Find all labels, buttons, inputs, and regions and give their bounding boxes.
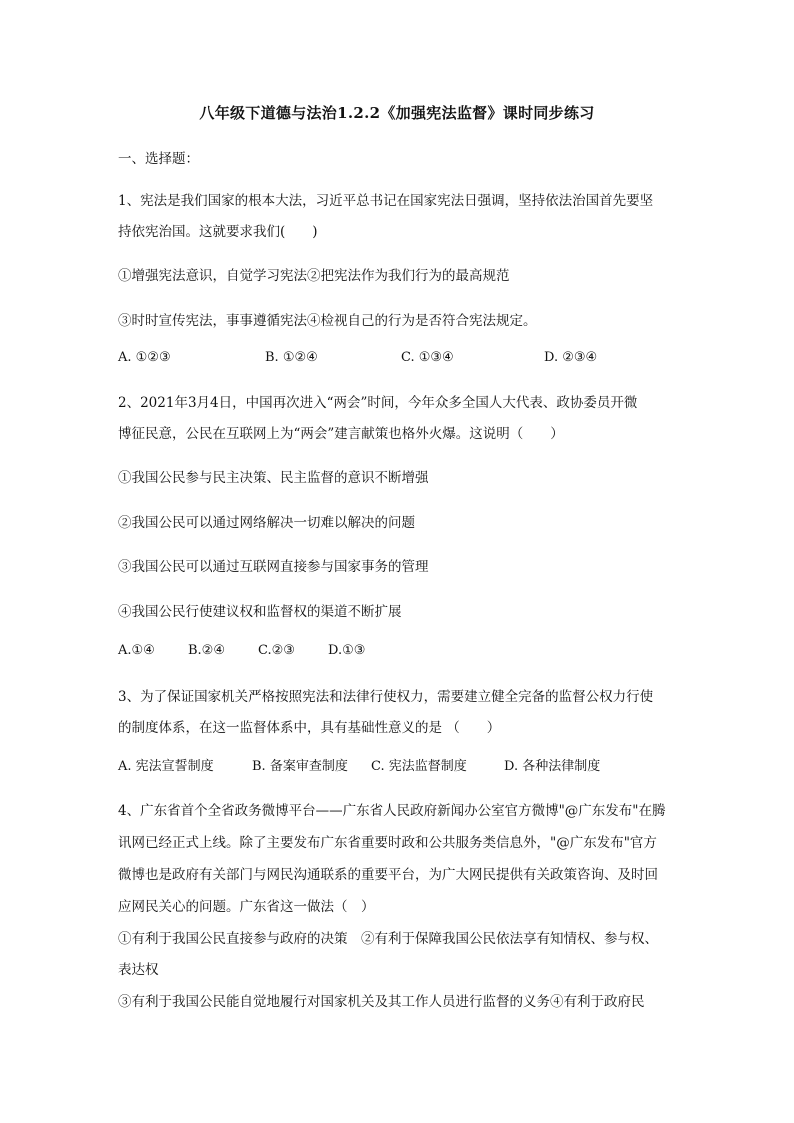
q3-option-c: C. 宪法监督制度 [371, 759, 467, 774]
q2-statement-4: ④我国公民行使建议权和监督权的渠道不断扩展 [118, 604, 402, 620]
q2-statement-3: ③我国公民可以通过互联网直接参与国家事务的管理 [118, 559, 429, 575]
q2-statement-1: ①我国公民参与民主决策、民主监督的意识不断增强 [118, 470, 429, 486]
q4-statement-line-1: ①有利于我国公民直接参与政府的决策 ②有利于保障我国公民依法享有知情权、参与权、 [118, 931, 658, 947]
q1-stem-line-1: 1、宪法是我们国家的根本大法，习近平总书记在国家宪法日强调，坚持依法治国首先要坚 [118, 193, 654, 209]
document-title: 八年级下道德与法治1.2.2《加强宪法监督》课时同步练习 [199, 104, 595, 122]
q3-stem-line-1: 3、为了保证国家机关严格按照宪法和法律行使权力，需要建立健全完备的监督公权力行使 [118, 689, 654, 705]
q2-stem-line-1: 2、2021年3月4日，中国再次进入“两会”时间，今年众多全国人大代表、政协委员开微 [118, 395, 638, 411]
q2-stem-line-2: 博征民意，公民在互联网上为“两会”建言献策也格外火爆。这说明（ ） [118, 426, 564, 442]
q2-options [118, 641, 684, 661]
q1-stem-line-2: 持依宪治国。这就要求我们( ) [118, 224, 318, 240]
q1-option-b: B. ①②④ [265, 350, 318, 365]
q3-option-b: B. 备案审查制度 [252, 759, 348, 774]
q3-options [118, 757, 684, 777]
q2-option-c: C.②③ [258, 643, 295, 658]
q1-option-d: D. ②③④ [544, 350, 598, 365]
q1-statement-b: ③时时宣传宪法，事事遵循宪法④检视自己的行为是否符合宪法规定。 [118, 313, 537, 329]
q2-option-d: D.①③ [328, 643, 366, 658]
q1-statement-a: ①增强宪法意识，自觉学习宪法②把宪法作为我们行为的最高规范 [118, 268, 510, 284]
q1-option-c: C. ①③④ [401, 350, 454, 365]
q2-option-a: A.①④ [118, 643, 155, 658]
q4-statement-line-3: ③有利于我国公民能自觉地履行对国家机关及其工作人员进行监督的义务④有利于政府民 [118, 994, 645, 1010]
q3-stem-line-2: 的制度体系，在这一监督体系中，具有基础性意义的是 （ ） [118, 720, 501, 736]
section-heading: 一、选择题： [118, 151, 199, 167]
q4-statement-line-2: 表达权 [118, 962, 159, 978]
q2-statement-2: ②我国公民可以通过网络解决一切难以解决的问题 [118, 515, 415, 531]
q1-options [118, 348, 684, 368]
q4-stem-line-4: 应网民关心的问题。广东省这一做法（ ） [118, 899, 375, 915]
q4-stem-line-1: 4、广东省首个全省政务微博平台——广东省人民政府新闻办公室官方微博"@广东发布"在腾 [118, 803, 666, 819]
q3-option-d: D. 各种法律制度 [504, 759, 601, 774]
q4-stem-line-2: 讯网已经正式上线。除了主要发布广东省重要时政和公共服务类信息外，"@广东发布"官方 [118, 835, 657, 851]
q4-stem-line-3: 微博也是政府有关部门与网民沟通联系的重要平台，为广大网民提供有关政策咨询、及时回 [118, 867, 658, 883]
q2-option-b: B.②④ [188, 643, 225, 658]
q1-option-a: A. ①②③ [118, 350, 171, 365]
q3-option-a: A. 宪法宣誓制度 [118, 759, 214, 774]
